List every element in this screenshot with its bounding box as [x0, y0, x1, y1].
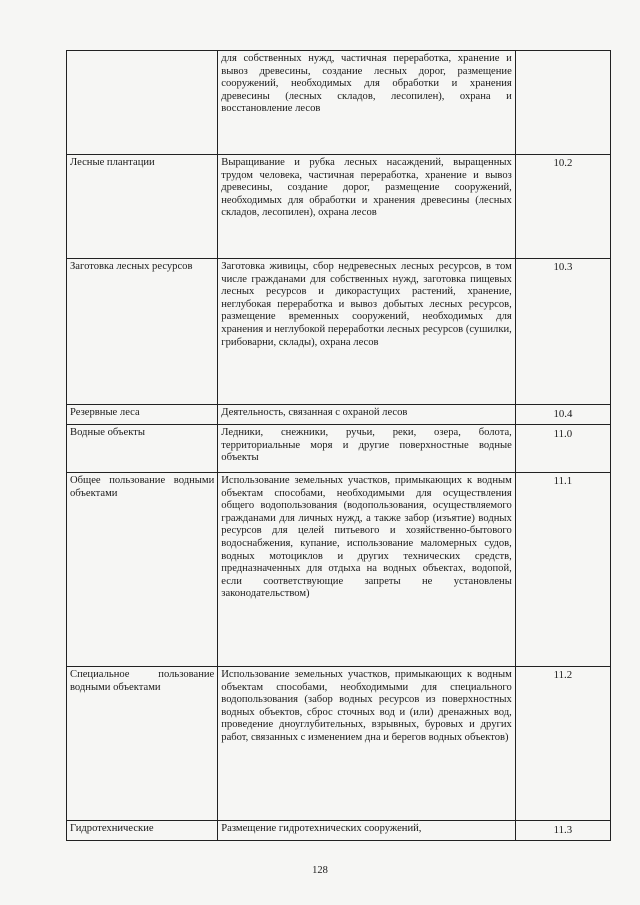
row-description: Размещение гидротехнических сооружений, [218, 821, 516, 841]
row-code: 11.1 [515, 473, 610, 667]
row-description: Использование земельных участков, примыкающих к водным объектам способами, необходимыми для специального водопользования (забор водных ресурсов из поверхностных водных объектов, сброс сточных вод и (или) дренажных вод, проведение дноуглубительных, взрывных, буровых и других работ, связанных с изменением дна и берегов водных объектов) [218, 667, 516, 821]
row-name: Специальное пользование водными объектами [67, 667, 218, 821]
row-description: Заготовка живицы, сбор недревесных лесных ресурсов, в том числе гражданами для собственных нужд, заготовка пищевых лесных ресурсов и дикорастущих растений, хранение, неглубокая переработка и вывоз добытых лесных ресурсов, размещение временных сооружений, необходимых для хранения и неглубокой переработки лесных ресурсов (сушилки, грибоварни, склады), охрана лесов [218, 259, 516, 405]
row-code: 11.0 [515, 425, 610, 473]
table-row [67, 259, 611, 405]
row-description: Деятельность, связанная с охраной лесов [218, 405, 516, 425]
table-row [67, 425, 611, 473]
row-description: Выращивание и рубка лесных насаждений, выращенных трудом человека, частичная переработка, хранение и вывоз древесины, создание дорог, размещение сооружений, необходимых для обработки и хранения древесины (лесных складов, лесопилен), охрана лесов [218, 155, 516, 259]
row-name: Гидротехнические [67, 821, 218, 841]
row-name [67, 51, 218, 155]
table-row [67, 667, 611, 821]
row-code: 11.2 [515, 667, 610, 821]
land-use-table [66, 50, 611, 841]
row-name: Заготовка лесных ресурсов [67, 259, 218, 405]
table-row [67, 155, 611, 259]
row-code: 10.2 [515, 155, 610, 259]
row-description: Ледники, снежники, ручьи, реки, озера, болота, территориальные моря и другие поверхностные водные объекты [218, 425, 516, 473]
row-name: Водные объекты [67, 425, 218, 473]
table-row [67, 821, 611, 841]
table-row [67, 51, 611, 155]
row-code: 10.3 [515, 259, 610, 405]
page-number: 128 [312, 865, 328, 876]
row-description: для собственных нужд, частичная переработка, хранение и вывоз древесины, создание лесных дорог, размещение сооружений, необходимых для обработки и хранения древесины (лесных складов, лесопилен), охрана и восстановление лесов [218, 51, 516, 155]
row-name: Лесные плантации [67, 155, 218, 259]
row-code [515, 51, 610, 155]
row-code: 11.3 [515, 821, 610, 841]
row-name: Резервные леса [67, 405, 218, 425]
table-row [67, 473, 611, 667]
row-description: Использование земельных участков, примыкающих к водным объектам способами, необходимыми для осуществления общего водопользования (водопользования, осуществляемого гражданами для личных нужд, а также забор (изъятие) водных ресурсов для целей питьевого и хозяйственно-бытового водоснабжения, купание, использование маломерных судов, водных мотоциклов и других технических средств, предназначенных для отдыха на водных объектах, водопой, если соответствующие запреты не установлены законодательством) [218, 473, 516, 667]
table-row [67, 405, 611, 425]
row-code: 10.4 [515, 405, 610, 425]
row-name: Общее пользование водными объектами [67, 473, 218, 667]
